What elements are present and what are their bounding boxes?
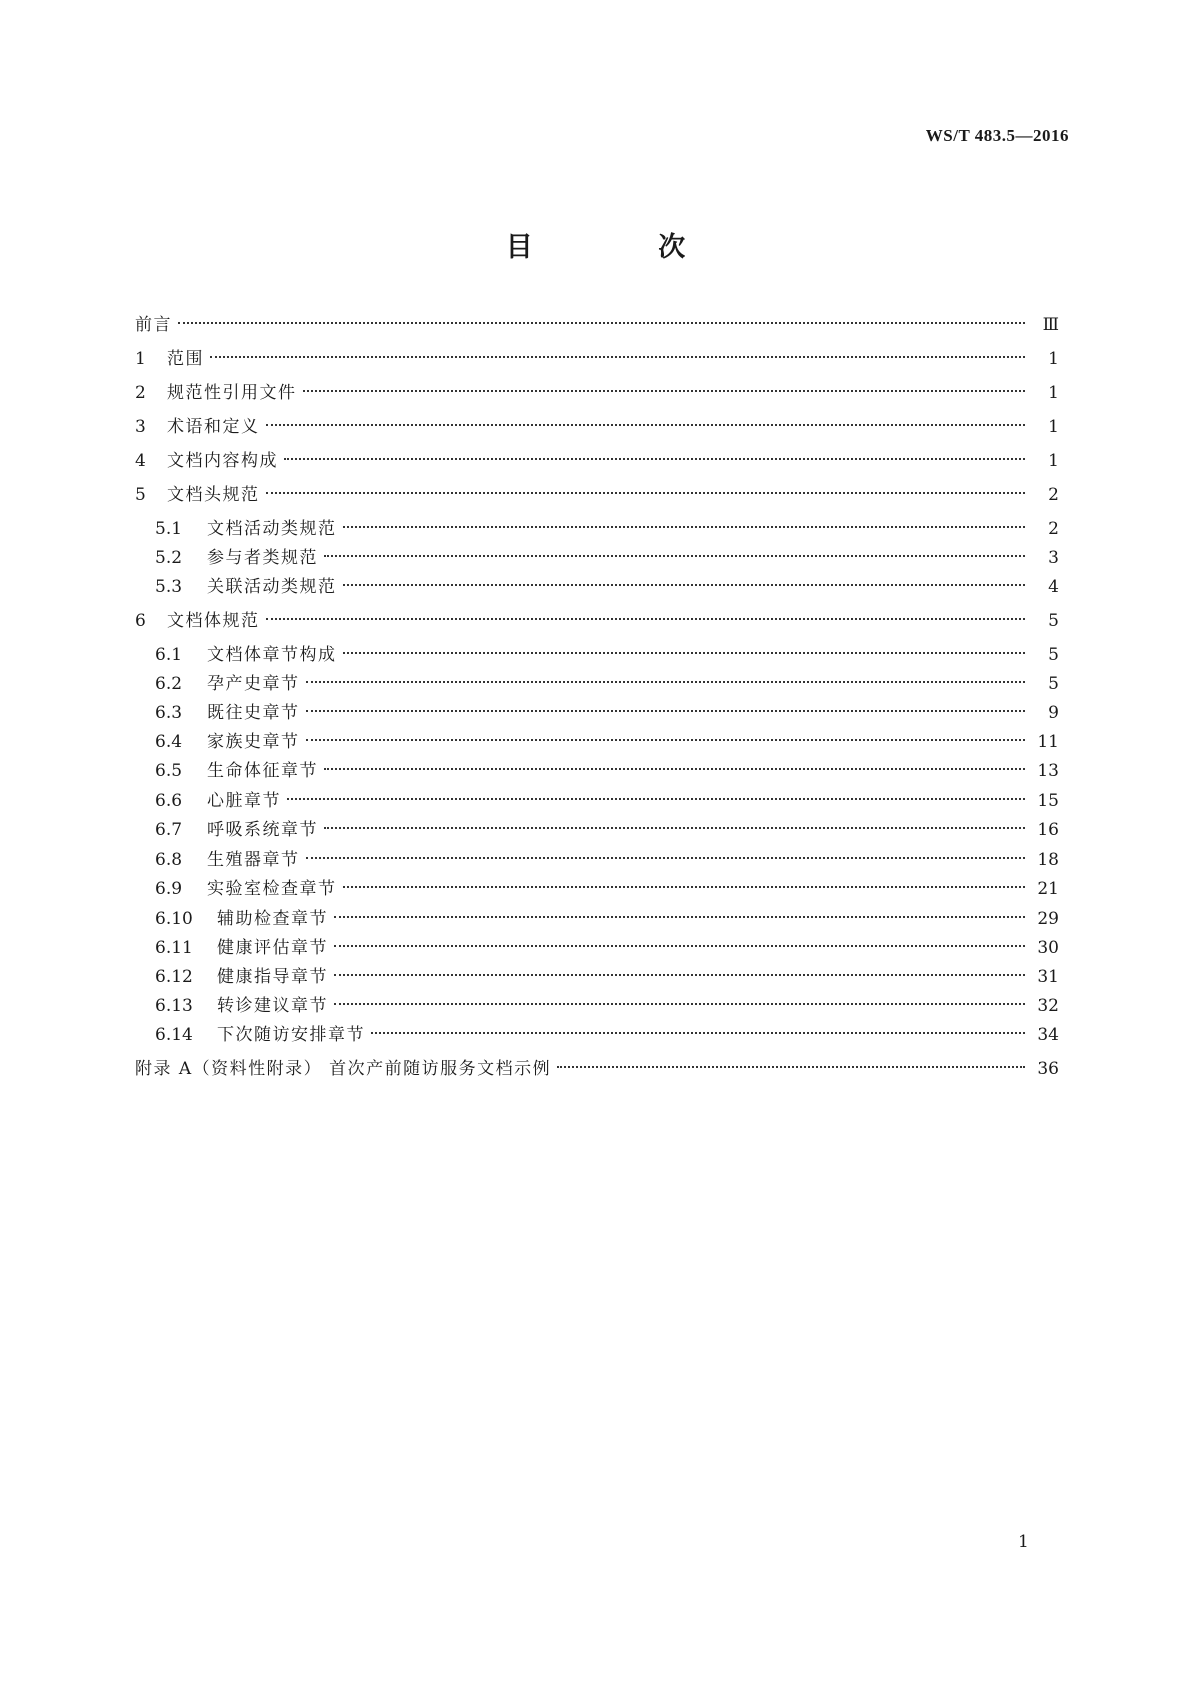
toc-entry-page: 1 [1048,383,1059,403]
toc-leader-dots [334,958,1025,982]
toc-entry-label: 家族史章节 [207,732,300,752]
toc-entry-number: 6.8 [155,850,183,870]
toc-leader-dots [287,782,1025,806]
toc-entry-label: 健康评估章节 [217,938,328,958]
toc-leader-dots [210,340,1025,364]
toc-entry-page: 18 [1037,850,1059,870]
toc-entry-label: 附录 A（资料性附录） 首次产前随访服务文档示例 [135,1059,552,1079]
toc-entry-6-9[interactable] [155,870,1059,899]
toc-entry-2[interactable] [135,374,1059,403]
toc-entry-label: 健康指导章节 [217,967,328,987]
toc-entry-page: 13 [1037,761,1059,781]
toc-entry-label: 呼吸系统章节 [207,820,318,840]
toc-leader-dots [284,442,1025,466]
toc-entry-page: 31 [1037,967,1059,987]
toc-entry-number: 6.5 [155,761,183,781]
toc-leader-dots [334,929,1025,953]
toc-leader-dots [266,602,1026,626]
toc-entry-label: 规范性引用文件 [167,383,297,403]
toc-entry-number: 6.2 [155,674,183,694]
toc-leader-dots [343,568,1026,592]
toc-entry-label: 前言 [135,315,172,335]
toc-leader-dots [306,841,1026,865]
toc-entry-number: 6.13 [155,996,193,1016]
toc-entry-label: 参与者类规范 [207,548,318,568]
toc-entry-label: 既往史章节 [207,703,300,723]
toc-entry-page: 4 [1048,577,1059,597]
toc-entry-6-5[interactable] [155,752,1059,781]
toc-entry-page: 30 [1037,938,1059,958]
toc-entry-number: 6.1 [155,645,183,665]
toc-entry-page: 16 [1037,820,1059,840]
toc-entry-3[interactable] [135,408,1059,437]
toc-entry-number: 4 [135,451,146,471]
toc-entry-6-4[interactable] [155,723,1059,752]
toc-entry-1[interactable] [135,340,1059,369]
toc-entry-label: 转诊建议章节 [217,996,328,1016]
toc-entry-page: 21 [1037,879,1059,899]
toc-leader-dots [343,636,1026,660]
toc-leader-dots [324,539,1025,563]
toc-leader-dots [266,476,1026,500]
toc-entry-label: 文档体章节构成 [207,645,337,665]
toc-entry-page: 11 [1037,732,1059,752]
toc-entry-page: 32 [1037,996,1059,1016]
toc-entry-page: 1 [1048,451,1059,471]
toc-leader-dots [324,752,1025,776]
toc-entry-label: 关联活动类规范 [207,577,337,597]
toc-entry-number: 1 [135,349,146,369]
toc-entry-page: 15 [1037,791,1059,811]
toc-entry-6-11[interactable] [155,929,1059,958]
toc-entry-number: 6.4 [155,732,183,752]
toc-entry-page: 2 [1048,485,1059,505]
toc-entry-number: 3 [135,417,146,437]
toc-entry-number: 2 [135,383,146,403]
toc-entry-number: 5 [135,485,146,505]
toc-entry-page: 1 [1048,349,1059,369]
toc-entry-4[interactable] [135,442,1059,471]
toc-entry-number: 6.7 [155,820,183,840]
toc-entry-label: 生命体征章节 [207,761,318,781]
toc-entry-page: 9 [1048,703,1059,723]
toc-entry-label: 术语和定义 [167,417,260,437]
toc-leader-dots [178,306,1025,330]
toc-entry-number: 6.10 [155,909,193,929]
toc-entry-label: 心脏章节 [207,791,281,811]
page-title: 目 次 [505,232,744,263]
toc-leader-dots [324,811,1025,835]
toc-entry-page: 34 [1037,1025,1059,1045]
toc-entry-label: 文档头规范 [167,485,260,505]
toc-entry-appendix-a[interactable] [135,1050,1059,1079]
toc-entry-label: 下次随访安排章节 [217,1025,365,1045]
toc-entry-5-2[interactable] [155,539,1059,568]
toc-entry-5[interactable] [135,476,1059,505]
toc-entry-number: 6.3 [155,703,183,723]
standard-code: WS/T 483.5—2016 [925,126,1069,145]
toc-entry-label: 文档活动类规范 [207,519,337,539]
toc-entry-6-3[interactable] [155,694,1059,723]
toc-entry-page: 2 [1048,519,1059,539]
toc-entry-number: 5.3 [155,577,183,597]
toc-entry-label: 实验室检查章节 [207,879,337,899]
toc-entry-number: 6.9 [155,879,183,899]
toc-entry-6-10[interactable] [155,900,1059,929]
toc-entry-foreword[interactable] [135,306,1059,335]
toc-entry-number: 6.11 [155,938,193,958]
toc-entry-6-1[interactable] [155,636,1059,665]
toc-entry-5-1[interactable] [155,510,1059,539]
toc-entry-6-8[interactable] [155,841,1059,870]
toc-entry-page: 3 [1048,548,1059,568]
toc-entry-6-6[interactable] [155,782,1059,811]
toc-leader-dots [306,694,1026,718]
toc-leader-dots [343,510,1026,534]
toc-leader-dots [303,374,1026,398]
toc-entry-number: 6.12 [155,967,193,987]
toc-entry-label: 文档体规范 [167,611,260,631]
toc-leader-dots [371,1016,1025,1040]
toc-leader-dots [343,870,1026,894]
toc-entry-5-3[interactable] [155,568,1059,597]
toc-leader-dots [306,665,1026,689]
toc-entry-6-2[interactable] [155,665,1059,694]
toc-entry-number: 6.6 [155,791,183,811]
toc-entry-6-12[interactable] [155,958,1059,987]
toc-entry-label: 辅助检查章节 [217,909,328,929]
toc-entry-label: 文档内容构成 [167,451,278,471]
toc-entry-page: 5 [1048,674,1059,694]
toc-entry-6-7[interactable] [155,811,1059,840]
toc-entry-6-14[interactable] [155,1016,1059,1045]
toc-entry-page: Ⅲ [1042,315,1059,335]
toc-entry-number: 5.2 [155,548,183,568]
toc-entry-page: 29 [1037,909,1059,929]
toc-leader-dots [266,408,1026,432]
toc-entry-page: 1 [1048,417,1059,437]
toc-leader-dots [557,1050,1025,1074]
toc-entry-6[interactable] [135,602,1059,631]
toc-entry-number: 5.1 [155,519,183,539]
page-number: 1 [1018,1532,1029,1552]
toc-leader-dots [334,987,1025,1011]
toc-entry-page: 36 [1037,1059,1059,1079]
toc-entry-label: 生殖器章节 [207,850,300,870]
toc-entry-page: 5 [1048,645,1059,665]
toc-leader-dots [334,900,1025,924]
toc-entry-label: 孕产史章节 [207,674,300,694]
toc-entry-number: 6 [135,611,146,631]
toc-leader-dots [306,723,1026,747]
toc-entry-label: 范围 [167,349,204,369]
toc-entry-6-13[interactable] [155,987,1059,1016]
toc-entry-page: 5 [1048,611,1059,631]
toc-entry-number: 6.14 [155,1025,193,1045]
